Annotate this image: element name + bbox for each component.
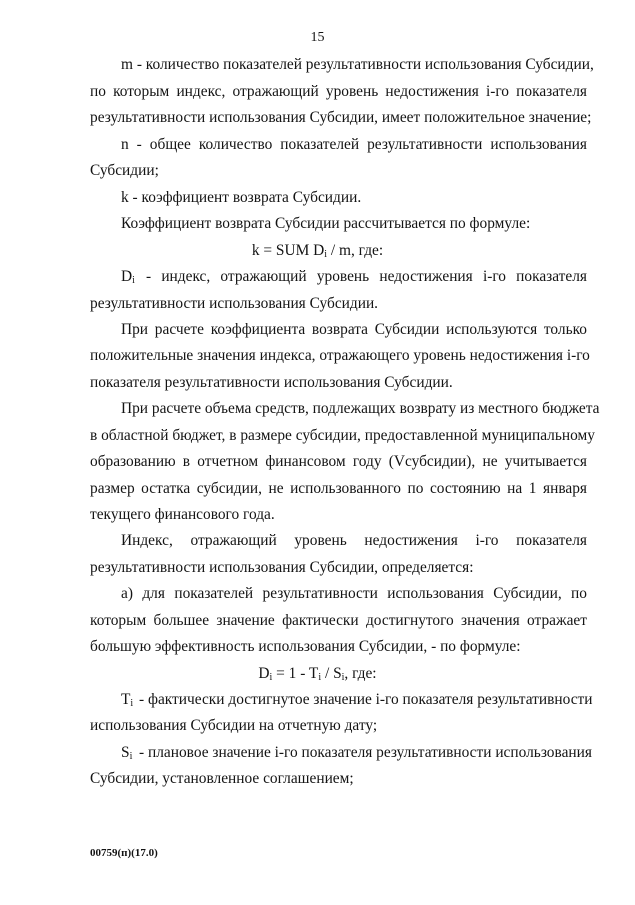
- text-line: образованию в отчетном финансовом году (Vсубсидии), не учитывается: [90, 453, 587, 470]
- text-line: положительные значения индекса, отражающего уровень недостижения i-го: [90, 347, 590, 364]
- text-line: При расчете объема средств, подлежащих возврату из местного бюджета: [121, 400, 600, 417]
- text-line: - индекс, отражающий уровень недостижения i-го показателя: [146, 268, 587, 285]
- text-line: результативности использования Субсидии.: [90, 295, 379, 312]
- symbol-t: $T_i$: [121, 691, 134, 709]
- text-line: m - количество показателей результативности использования Субсидии,: [121, 56, 594, 73]
- text-line: по которым индекс, отражающий уровень недостижения i-го показателя: [90, 83, 587, 100]
- text-line: n - общее количество показателей результативности использования: [121, 136, 587, 153]
- formula-d: $D_i = 1 - T_i / S_i$, где:: [258, 665, 377, 683]
- text-line: Субсидии, установленное соглашением;: [90, 770, 354, 787]
- symbol-d: $D_i$: [121, 268, 135, 286]
- text-line: - плановое значение i-го показателя результативности использования: [139, 744, 592, 761]
- text-line: текущего финансового года.: [90, 506, 275, 523]
- document-code: 00759(п)(17.0): [90, 847, 158, 859]
- text-line: k - коэффициент возврата Субсидии.: [121, 189, 362, 206]
- text-line: результативности использования Субсидии, определяется:: [90, 559, 474, 576]
- text-line: результативности использования Субсидии, имеет положительное значение;: [90, 109, 592, 126]
- text-line: размер остатка субсидии, не использованного по состоянию на 1 января: [90, 480, 587, 497]
- text-line: в областной бюджет, в размере субсидии, предоставленной муниципальному: [90, 427, 595, 444]
- text-line: Индекс, отражающий уровень недостижения i-го показателя: [121, 532, 587, 549]
- text-line: показателя результативности использования Субсидии.: [90, 374, 453, 391]
- page-number: 15: [310, 30, 325, 45]
- symbol-s: $S_i$: [121, 744, 133, 762]
- formula-k: k = SUM $D_i$ / m, где:: [251, 242, 384, 260]
- text-line: При расчете коэффициента возврата Субсидии используются только: [121, 321, 587, 338]
- text-line: - фактически достигнутое значение i-го показателя результативности: [139, 691, 593, 708]
- text-line: которым большее значение фактически достигнутого значения отражает: [90, 612, 587, 629]
- text-line: большую эффективность использования Субсидии, - по формуле:: [90, 638, 521, 655]
- text-line: Субсидии;: [90, 162, 159, 179]
- text-line: Коэффициент возврата Субсидии рассчитывается по формуле:: [121, 215, 531, 232]
- text-line: использования Субсидии на отчетную дату;: [90, 717, 378, 734]
- text-line: а) для показателей результативности использования Субсидии, по: [121, 585, 587, 602]
